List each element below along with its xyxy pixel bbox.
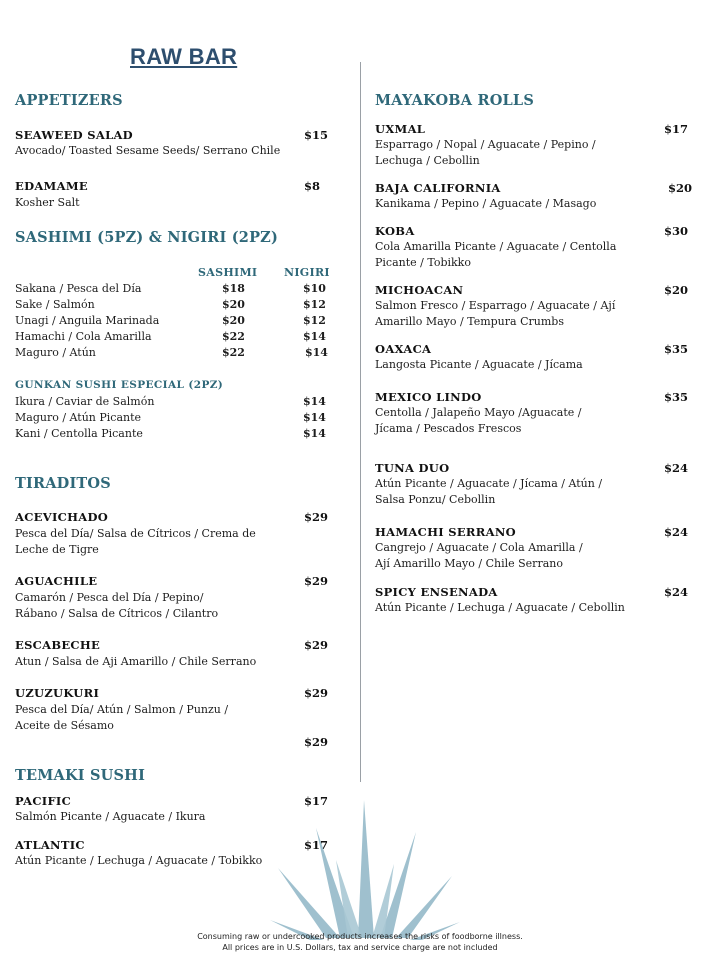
- gunkan-price: $14: [303, 427, 326, 440]
- menu-item-name: MICHOACAN: [375, 283, 464, 297]
- temaki-heading: TEMAKI SUSHI: [15, 767, 146, 784]
- menu-item-name: OAXACA: [375, 342, 432, 356]
- menu-item-name: HAMACHI SERRANO: [375, 525, 516, 539]
- tiraditos-heading: TIRADITOS: [15, 475, 111, 492]
- sashimi-price: $20: [222, 298, 245, 311]
- appetizers-heading: APPETIZERS: [15, 92, 123, 109]
- menu-item-name: UXMAL: [375, 122, 426, 136]
- menu-item-price: $20: [664, 283, 689, 297]
- menu-item-name: AGUACHILE: [15, 574, 98, 588]
- menu-item-name: TUNA DUO: [375, 461, 450, 475]
- menu-item-name: PACIFIC: [15, 794, 72, 808]
- nigiri-price: $14: [303, 330, 326, 343]
- menu-item-price: $8: [304, 179, 321, 193]
- menu-item-description: Kanikama / Pepino / Aguacate / Masago: [375, 197, 597, 210]
- sashimi-price: $18: [222, 282, 245, 295]
- gunkan-row-name: Ikura / Caviar de Salmón: [15, 395, 155, 408]
- nigiri-price: $14: [305, 346, 328, 359]
- menu-item-price: $15: [304, 128, 329, 142]
- menu-item-name: BAJA CALIFORNIA: [375, 181, 501, 195]
- menu-item-description: Pesca del Día/ Atún / Salmon / Punzu /: [15, 703, 229, 716]
- menu-item-description: Atún Picante / Aguacate / Jícama / Atún /: [375, 477, 603, 490]
- gunkan-row-name: Kani / Centolla Picante: [15, 427, 143, 440]
- menu-item-description: Ají Amarillo Mayo / Chile Serrano: [375, 557, 563, 570]
- menu-item-description: Salmón Picante / Aguacate / Ikura: [15, 810, 206, 823]
- menu-item-name: ATLANTIC: [15, 838, 85, 852]
- gunkan-price: $14: [303, 395, 326, 408]
- menu-item-name: SPICY ENSENADA: [375, 585, 498, 599]
- nigiri-price: $10: [303, 282, 326, 295]
- gunkan-heading: GUNKAN SUSHI ESPECIAL (2PZ): [15, 379, 224, 391]
- menu-item-description: Jícama / Pescados Frescos: [375, 422, 522, 435]
- menu-item-price: $29: [304, 686, 329, 700]
- menu-item-description: Amarillo Mayo / Tempura Crumbs: [375, 315, 564, 328]
- menu-item-description: Esparrago / Nopal / Aguacate / Pepino /: [375, 138, 596, 151]
- nigiri-column-header: NIGIRI: [284, 266, 330, 279]
- footer-price-note: All prices are in U.S. Dollars, tax and service charge are not included: [222, 943, 498, 952]
- menu-item-name: EDAMAME: [15, 179, 88, 193]
- menu-item-price: $29: [304, 510, 329, 524]
- menu-item-description: Kosher Salt: [15, 196, 80, 209]
- menu-item-description: Avocado/ Toasted Sesame Seeds/ Serrano Chile: [15, 144, 281, 157]
- nigiri-price: $12: [303, 314, 326, 327]
- menu-item-description: Picante / Tobikko: [375, 256, 471, 269]
- page-title: RAW BAR: [130, 44, 238, 69]
- sashimi-column-header: SASHIMI: [198, 266, 258, 279]
- sashimi-row-name: Maguro / Atún: [15, 346, 96, 359]
- menu-item-price: $35: [664, 342, 689, 356]
- menu-item-description: Centolla / Jalapeño Mayo /Aguacate /: [375, 406, 582, 419]
- menu-item-description: Atún Picante / Lechuga / Aguacate / Tobikko: [15, 854, 263, 867]
- menu-item-price: $20: [668, 181, 693, 195]
- gunkan-row-name: Maguro / Atún Picante: [15, 411, 142, 424]
- gunkan-price: $14: [303, 411, 326, 424]
- sashimi-heading: SASHIMI (5PZ) & NIGIRI (2PZ): [15, 229, 279, 246]
- menu-item-description: Camarón / Pesca del Día / Pepino/: [15, 591, 204, 604]
- menu-item-name: ESCABECHE: [15, 638, 101, 652]
- sashimi-row-name: Hamachi / Cola Amarilla: [15, 330, 152, 343]
- menu-item-description: Aceite de Sésamo: [15, 719, 114, 732]
- sashimi-row-name: Sakana / Pesca del Día: [15, 282, 142, 295]
- menu-item-description: Salmon Fresco / Esparrago / Aguacate / Ají: [375, 299, 616, 312]
- agave-leaves-icon: [270, 790, 460, 940]
- sashimi-price: $22: [222, 330, 245, 343]
- sashimi-price: $22: [222, 346, 245, 359]
- menu-item-name: MEXICO LINDO: [375, 390, 482, 404]
- column-divider: [360, 62, 361, 782]
- menu-item-description: Rábano / Salsa de Cítricos / Cilantro: [15, 607, 219, 620]
- menu-item-price: $17: [304, 838, 329, 852]
- menu-item-description: Cangrejo / Aguacate / Cola Amarilla /: [375, 541, 583, 554]
- menu-item-description: Pesca del Día/ Salsa de Cítricos / Crema de: [15, 527, 256, 540]
- menu-item-name: UZUZUKURI: [15, 686, 100, 700]
- menu-item-description: Leche de Tigre: [15, 543, 99, 556]
- menu-item-price: $29: [304, 574, 329, 588]
- menu-item-description: Lechuga / Cebollin: [375, 154, 480, 167]
- sashimi-row-name: Sake / Salmón: [15, 298, 95, 311]
- menu-item-price: $35: [664, 390, 689, 404]
- sashimi-row-name: Unagi / Anguila Marinada: [15, 314, 160, 327]
- menu-item-price: $29: [304, 735, 329, 749]
- menu-item-price: $30: [664, 224, 689, 238]
- menu-item-name: SEAWEED SALAD: [15, 128, 133, 142]
- footer-disclaimer: Consuming raw or undercooked products increases the risks of foodborne illness.: [197, 932, 523, 941]
- menu-item-price: $24: [664, 585, 689, 599]
- menu-item-name: ACEVICHADO: [15, 510, 109, 524]
- menu-item-description: Cola Amarilla Picante / Aguacate / Centolla: [375, 240, 617, 253]
- menu-item-name: KOBA: [375, 224, 415, 238]
- nigiri-price: $12: [303, 298, 326, 311]
- menu-item-description: Atún Picante / Lechuga / Aguacate / Cebollin: [375, 601, 625, 614]
- menu-item-description: Salsa Ponzu/ Cebollin: [375, 493, 496, 506]
- menu-item-price: $24: [664, 525, 689, 539]
- menu-item-description: Langosta Picante / Aguacate / Jícama: [375, 358, 583, 371]
- menu-item-price: $24: [664, 461, 689, 475]
- rolls-heading: MAYAKOBA ROLLS: [375, 92, 534, 109]
- sashimi-price: $20: [222, 314, 245, 327]
- menu-item-price: $17: [304, 794, 329, 808]
- menu-item-price: $17: [664, 122, 689, 136]
- menu-item-price: $29: [304, 638, 329, 652]
- menu-item-description: Atun / Salsa de Aji Amarillo / Chile Serrano: [15, 655, 257, 668]
